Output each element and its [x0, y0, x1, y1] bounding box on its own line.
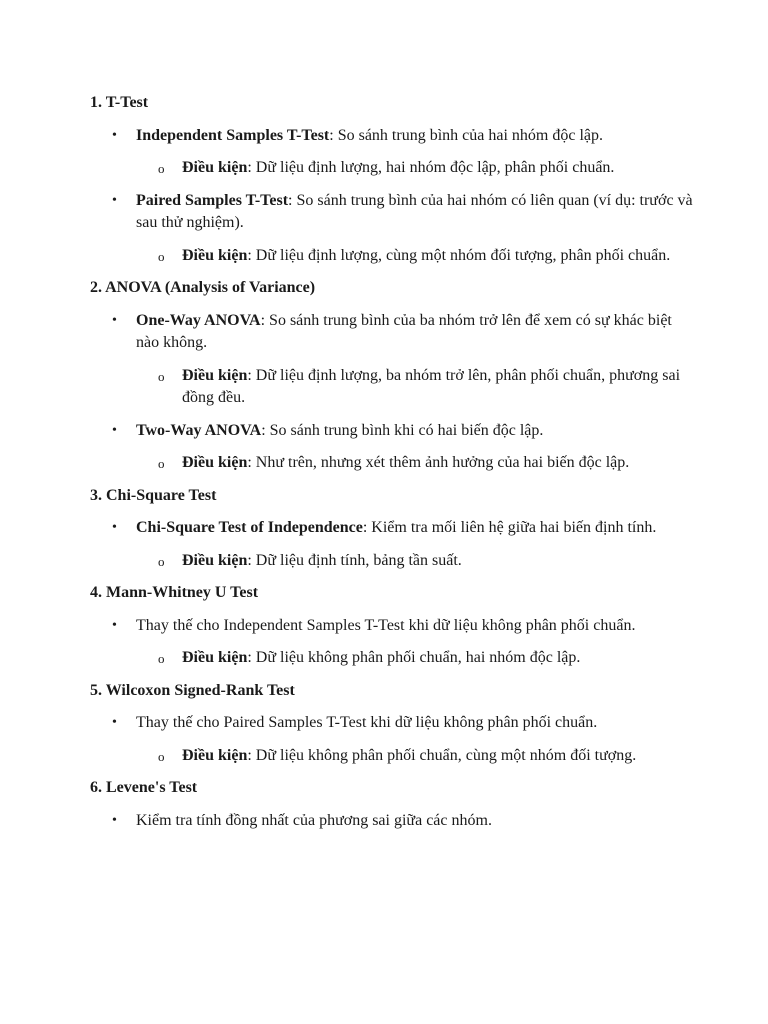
- sub-item-term: Điều kiện: [182, 746, 248, 764]
- bullet-list: [90, 810, 698, 833]
- bullet-list: [90, 310, 698, 475]
- sub-item-term: Điều kiện: [182, 159, 248, 176]
- bullet-circle-icon: o: [158, 651, 165, 666]
- item-term: One-Way ANOVA: [136, 311, 261, 329]
- list-item: [90, 810, 698, 833]
- bullet-circle-icon: o: [158, 553, 165, 569]
- bullet-dot-icon: •: [112, 127, 117, 143]
- sub-item-text: : Dữ liệu định lượng, hai nhóm độc lập, phân phối chuẩn.: [247, 159, 615, 176]
- sub-list-item: [136, 157, 698, 180]
- item-text: Thay thế cho Independent Samples T-Test khi dữ liệu không phân phối chuẩn.: [136, 616, 636, 634]
- sub-list: [136, 365, 698, 410]
- list-item: [90, 712, 698, 767]
- list-item: [90, 517, 698, 572]
- item-text: : So sánh trung bình của hai nhóm có liên quan (ví dụ: trước và sau thử nghiệm).: [136, 191, 693, 231]
- sub-list-item: [136, 365, 698, 410]
- bullet-list: [90, 615, 698, 670]
- section-heading: 3. Chi-Square Test: [90, 486, 217, 504]
- section-heading: 5. Wilcoxon Signed-Rank Test: [90, 681, 295, 699]
- list-item: [90, 310, 698, 410]
- sub-item-text: : Dữ liệu định lượng, cùng một nhóm đối tượng, phân phối chuẩn.: [247, 246, 671, 264]
- sub-list: [136, 745, 698, 768]
- sub-list-item: [136, 647, 698, 670]
- bullet-dot-icon: •: [112, 312, 117, 328]
- sub-list: [136, 550, 698, 573]
- sub-list-item: [136, 245, 698, 268]
- item-text: : So sánh trung bình của ba nhóm trở lên để xem có sự khác biệt nào không.: [136, 311, 672, 351]
- sub-list: [136, 452, 698, 475]
- bullet-list: [90, 517, 698, 572]
- bullet-circle-icon: o: [158, 456, 165, 471]
- item-term: Independent Samples T-Test: [136, 126, 330, 144]
- section-levene: [90, 777, 698, 832]
- section-anova: [90, 277, 698, 475]
- item-term: Paired Samples T-Test: [136, 191, 289, 209]
- item-term: Two-Way ANOVA: [136, 421, 262, 439]
- section-chi-square: [90, 485, 698, 573]
- section-heading: 6. Levene's Test: [90, 779, 198, 796]
- sub-list: [136, 245, 698, 268]
- sub-item-text: : Dữ liệu định lượng, ba nhóm trở lên, phân phối chuẩn, phương sai đồng đều.: [182, 366, 681, 406]
- section-wilcoxon: [90, 680, 698, 768]
- section-heading: 2. ANOVA (Analysis of Variance): [90, 279, 316, 296]
- list-item: [90, 420, 698, 475]
- bullet-dot-icon: •: [112, 520, 117, 535]
- item-text: : So sánh trung bình của hai nhóm độc lập.: [329, 126, 603, 144]
- sub-item-text: : Dữ liệu không phân phối chuẩn, hai nhóm độc lập.: [247, 649, 581, 666]
- bullet-dot-icon: •: [112, 617, 117, 633]
- section-mann-whitney: [90, 582, 698, 670]
- bullet-list: [90, 125, 698, 268]
- bullet-dot-icon: •: [112, 422, 117, 438]
- section-heading: 1. T-Test: [90, 94, 149, 111]
- item-text: : So sánh trung bình khi có hai biến độc lập.: [261, 421, 544, 439]
- sub-item-text: : Dữ liệu không phân phối chuẩn, cùng một nhóm đối tượng.: [247, 746, 637, 764]
- sub-item-term: Điều kiện: [182, 246, 248, 264]
- sub-list: [136, 157, 698, 180]
- sub-item-text: : Dữ liệu định tính, bảng tần suất.: [247, 551, 462, 569]
- list-item: [90, 615, 698, 670]
- list-item: [90, 190, 698, 268]
- bullet-circle-icon: o: [158, 368, 165, 384]
- bullet-circle-icon: o: [158, 248, 165, 264]
- section-t-test: [90, 92, 698, 267]
- list-item: [90, 125, 698, 180]
- bullet-dot-icon: •: [112, 715, 117, 730]
- item-text: : Kiểm tra mối liên hệ giữa hai biến định tính.: [362, 519, 657, 536]
- sub-item-term: Điều kiện: [182, 454, 248, 471]
- bullet-circle-icon: o: [158, 161, 165, 176]
- sub-list-item: [136, 550, 698, 573]
- sub-item-term: Điều kiện: [182, 551, 248, 569]
- sub-list: [136, 647, 698, 670]
- bullet-list: [90, 712, 698, 767]
- item-term: Chi-Square Test of Independence: [136, 519, 363, 536]
- sub-item-term: Điều kiện: [182, 366, 248, 384]
- sub-item-text: : Như trên, nhưng xét thêm ảnh hưởng của hai biến độc lập.: [247, 454, 630, 471]
- sub-list-item: [136, 745, 698, 768]
- section-heading: 4. Mann-Whitney U Test: [90, 584, 259, 601]
- item-text: Thay thế cho Paired Samples T-Test khi dữ liệu không phân phối chuẩn.: [136, 714, 598, 731]
- bullet-dot-icon: •: [112, 812, 117, 828]
- bullet-circle-icon: o: [158, 748, 165, 764]
- bullet-dot-icon: •: [112, 192, 117, 208]
- sub-list-item: [136, 452, 698, 475]
- item-text: Kiểm tra tính đồng nhất của phương sai giữa các nhóm.: [136, 811, 492, 829]
- sub-item-term: Điều kiện: [182, 649, 248, 666]
